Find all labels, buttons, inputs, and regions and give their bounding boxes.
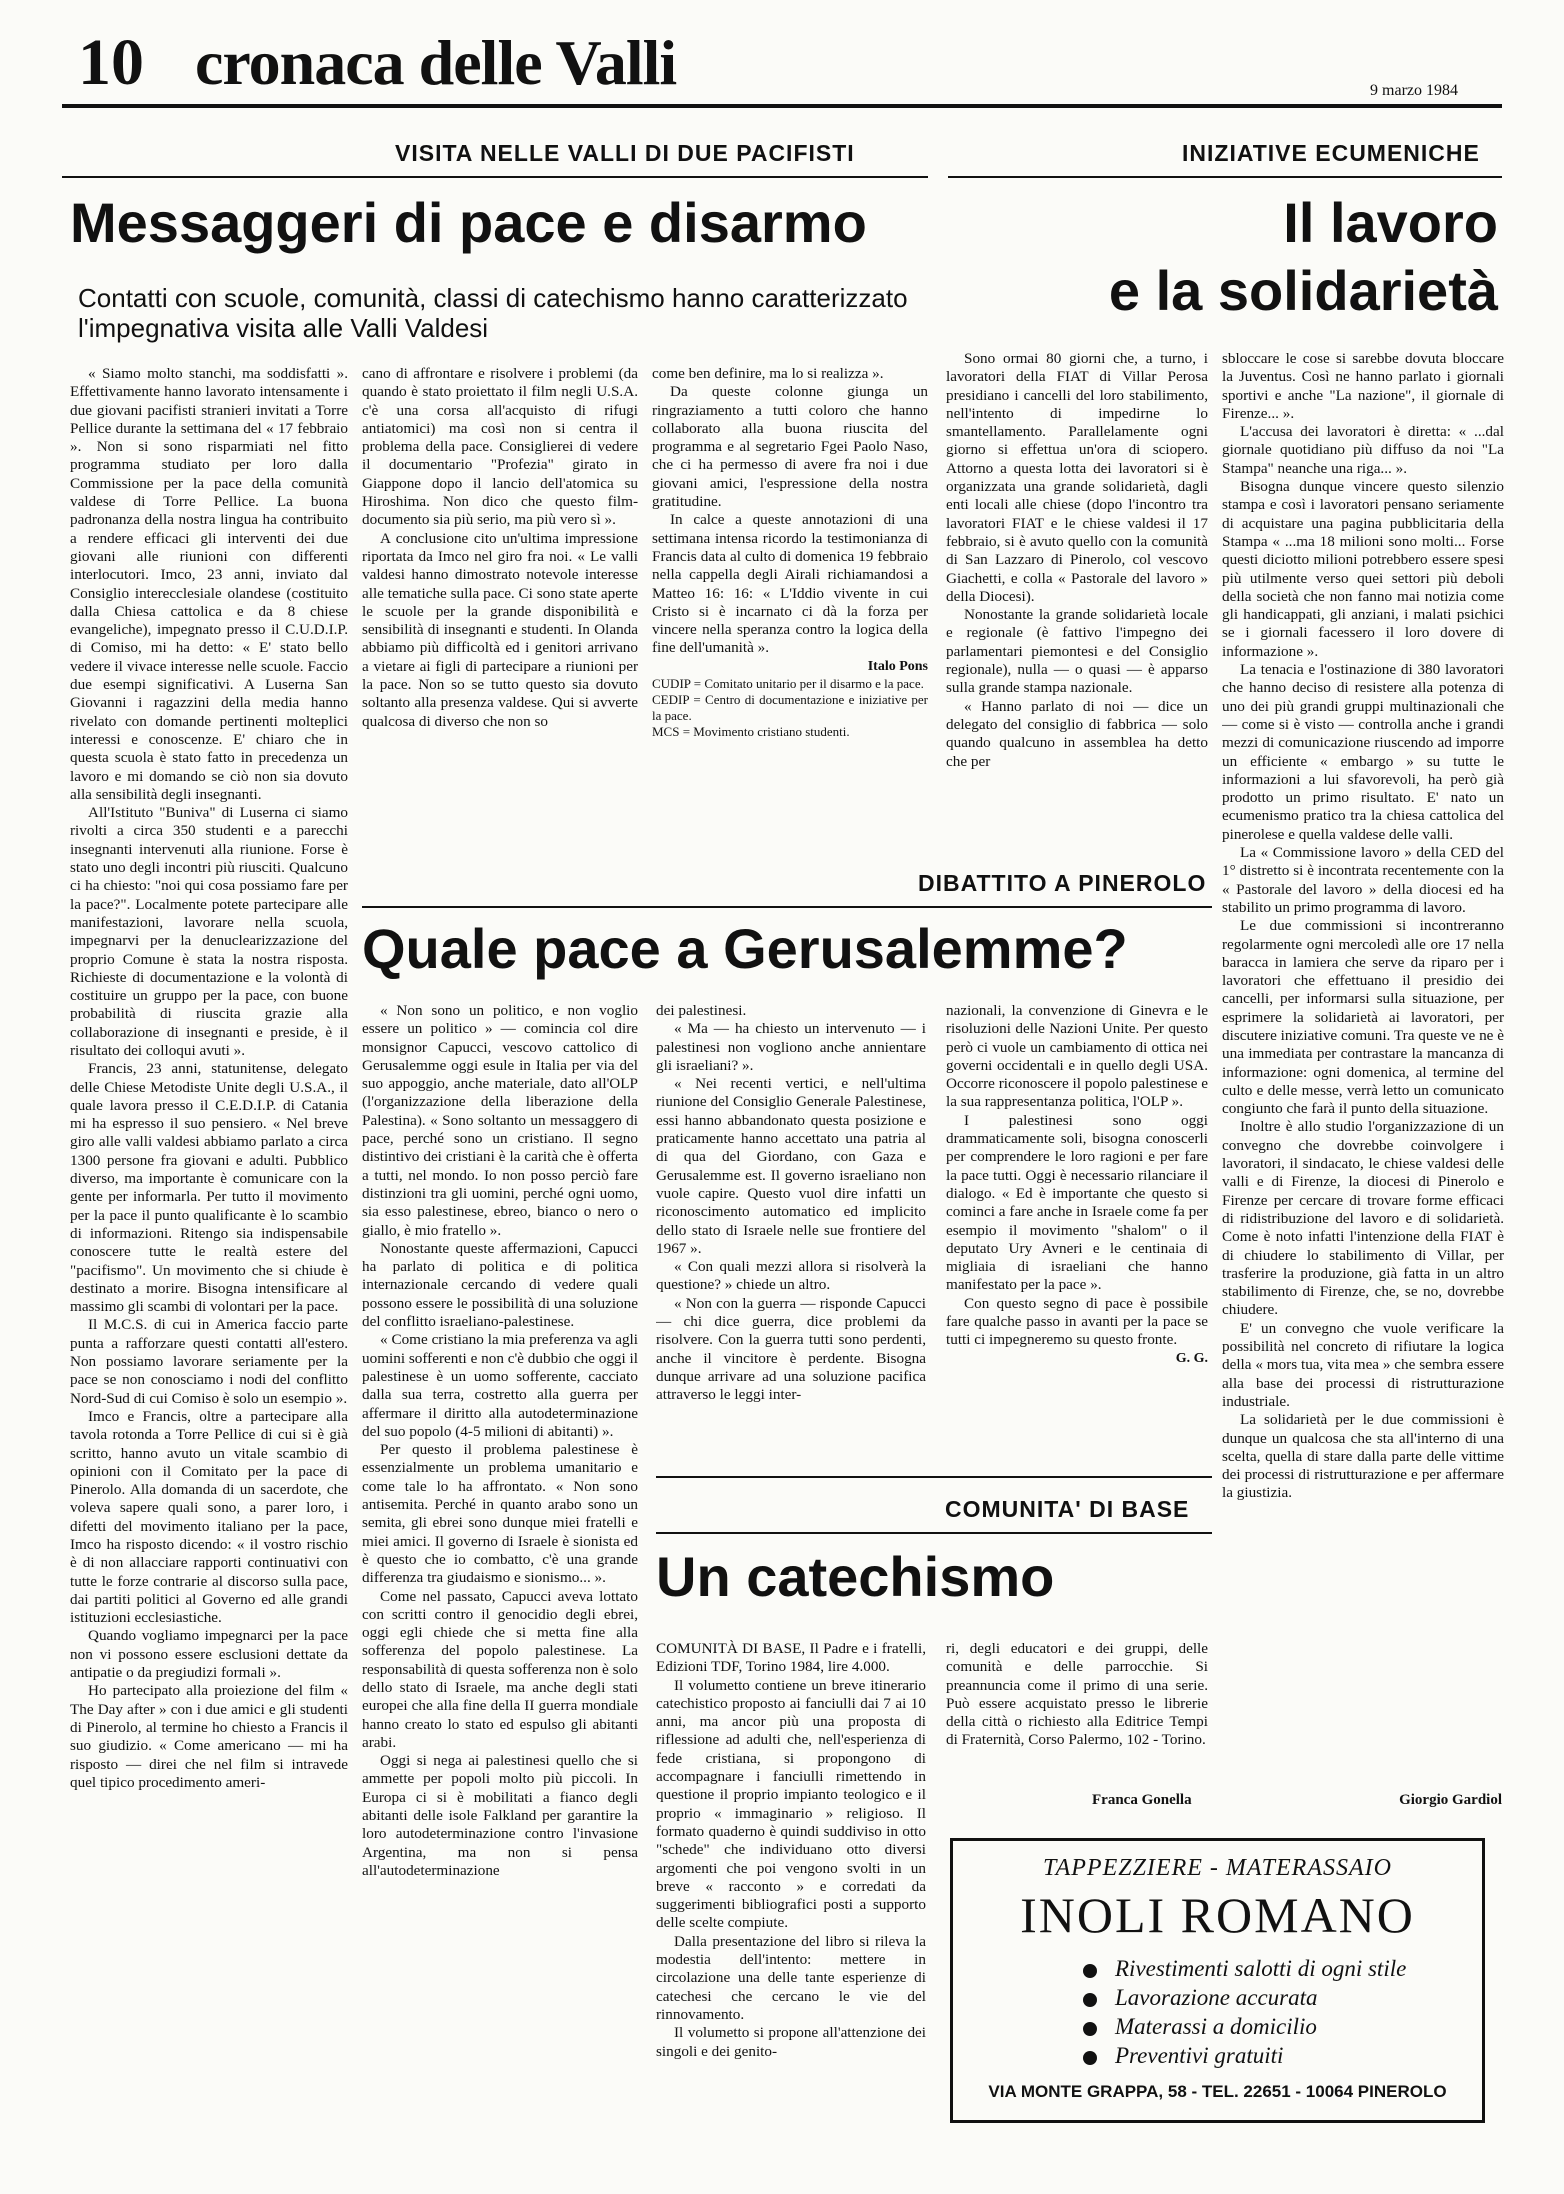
ad-service-item: Rivestimenti salotti di ogni stile (1083, 1954, 1482, 1983)
paragraph: Sono ormai 80 giorni che, a turno, i lavoratori della FIAT di Villar Perosa presidiano i cancelli del loro stabilimento, nell'intento di impedirne lo smantellamento. Parallelamente ogni giorno si effettua un'ora di sciopero. Attorno a questa lotta dei lavoratori si è organizzata una grande solidarietà, dagli enti locali alle chiese (dopo l'incontro tra lavoratori FIAT e le chiese valdesi il 17 febbraio, si è avuto quello con la comunità di San Lazzaro di Pinerolo, col vescovo Giachetti, e colla « Pastorale del lavoro » della Diocesi). (946, 350, 1208, 605)
paragraph: Da queste colonne giunga un ringraziamento a tutti coloro che hanno collaborato alla buona riuscita del programma e al segretario Fgei Paolo Naso, che ci ha permesso di avere fra noi i due giovani amici, l'espressione della nostra gratitudine. (652, 383, 928, 511)
ad-services-list (1083, 1954, 1482, 2070)
paragraph: La solidarietà per le due commissioni è dunque un qualcosa che sta all'interno di una scelta, quella di stare dalla parte delle vittime dei processi di ristrutturazione e per affermare la giustizia. (1222, 1411, 1504, 1502)
paragraph: « Con quali mezzi allora si risolverà la questione? » chiede un altro. (656, 1258, 926, 1294)
paragraph: dei palestinesi. (656, 1002, 747, 1019)
paragraph: « Non con la guerra — risponde Capucci — chi dice guerra, dice problemi da risolvere. Con la guerra tutti sono perdenti, anche il vincitore è perdente. Bisogna dunque arrivare ad una soluzione pacifica attraverso le leggi inter- (656, 1294, 926, 1404)
paragraph: E' un convegno che vuole verificare la possibilità nel concreto di rifiutare la logica della « mors tua, vita mea » che sembra essere alla base dei processi di ristrutturazione industriale. (1222, 1319, 1504, 1410)
paragraph: Bisogna dunque vincere questo silenzio stampa e così i lavoratori pensano seriamente di acquistare una pagina pubblicitaria della Stampa « ...ma 18 milioni sono molti... Forse questi diciotto milioni potrebbero essere spesi più utilmente verso quei settori più deboli della società che non fanno mai notizia come gli handicappati, gli anziani, i malati psichici se i giornali facessero il loro dovere di informazione ». (1222, 478, 1504, 660)
article1-column-3 (652, 365, 928, 825)
book-reference: COMUNITÀ DI BASE, Il Padre e i fratelli, Edizioni TDF, Torino 1984, lire 4.000. (656, 1640, 926, 1676)
paragraph: « Nei recenti vertici, e nell'ultima riunione del Consiglio Generale Palestinese, essi hanno abbandonato questa posizione e praticamente hanno accettato una patria al di qua del Giordano, con Gaza e Gerusalemme est. Il governo israeliano non vuole capire. Questo vuol dire infatti un riconoscimento automatico ed implicito dello stato di Israele nelle sue frontiere del 1967 ». (656, 1075, 926, 1257)
paragraph: Ho partecipato alla proiezione del film « The Day after » con i due amici e gli studenti di Pinerolo, al termine ho chiesto a Francis il suo giudizio. « Come americano — mi ha risposto — direi che nel film si intravede quel tipico procedimento ameri- (70, 1682, 348, 1791)
paragraph: come ben definire, ma lo si realizza ». (652, 365, 884, 382)
paragraph: sbloccare le cose si sarebbe dovuta bloccare la Juventus. Così ne hanno parlato i giornali sportivi e anche "La nazione", il giornale di Firenze... ». (1222, 350, 1504, 422)
article4-signature: Franca Gonella (1092, 1792, 1192, 1808)
paragraph: Con questo segno di pace è possibile fare qualche passo in avanti per la pace se tutti ci impegneremo su questo fronte. (946, 1294, 1208, 1349)
article1-kicker: VISITA NELLE VALLI DI DUE PACIFISTI (395, 140, 855, 166)
paragraph: Per questo il problema palestinese è essenzialmente un problema umanitario e come tale lo ha affrontato. « Non sono antisemita. Perché in quanto arabo sono un semita, gli ebrei sono dunque miei fratelli e miei amici. Il governo di Israele è sionista ed è questo che io combatto, c'è una grande differenza tra giudaismo e sionismo... ». (362, 1441, 638, 1587)
masthead-rule (62, 104, 1502, 108)
article1-column-2 (362, 365, 638, 851)
article2-kicker-rule (948, 176, 1502, 178)
article4-column-1 (656, 1640, 926, 2120)
article3-column-3 (946, 1002, 1208, 1442)
paragraph: « Hanno parlato di noi — dice un delegato del consiglio di fabbrica — solo quando qualcuno in assemblea ha detto che per (946, 697, 1208, 770)
bullet-icon (1083, 1964, 1097, 1978)
article2-signature: Giorgio Gardiol (1399, 1792, 1502, 1808)
paragraph: « Non sono un politico, e non voglio essere un politico » — comincia col dire monsignor Capucci, vescovo cattolico di Gerusalemme oggi esule in Italia per via del suo appoggio, anche materiale, dato all'OLP (l'organizzazione della liberazione della Palestina). « Sono soltanto un messaggero di pace, perché sono un cristiano. Il segno distintivo dei cristiani è la carità che è offerta a tutti, nel mondo. Io non posso perciò fare distinzioni tra gli uomini, perché ogni uomo, sia esso palestinese, ebreo, bianco o nero o giallo, è mio fratello ». (362, 1002, 638, 1239)
article3-kicker-rule (362, 906, 1212, 908)
article1-signature: Italo Pons (867, 658, 928, 674)
paragraph: L'accusa dei lavoratori è diretta: « ...dal giornale quotidiano più diffuso da noi "La Stampa" neanche una riga... ». (1222, 423, 1504, 477)
paragraph: « Siamo molto stanchi, ma soddisfatti ». Effettivamente hanno lavorato intensamente i due giovani pacifisti stranieri invitati a Torre Pellice durante la settimana del « 17 febbraio ». Non si sono risparmiati nel fitto programma studiato per loro dalla Commissione per la pace della comunità valdese di Torre Pellice. La buona padronanza della nostra lingua ha contribuito a rendere efficaci gli interventi dei due giovani alle riunioni con differenti interlocutori. Imco, 23 anni, inviato dal Consiglio interecclesiale olandese (costituito dalla Chiesa cattolica e da 8 chiese evangeliche), impegnato presso il C.U.D.I.P. di Comiso, mi ha detto: « E' stato bello vedere il vivace interesse nelle scuole. Faccio due esempi significativi. A Luserna San Giovanni i ragazzini della media hanno rivelato con domande pertinenti molteplici interessi e conoscenze. E' chiaro che in questa scuola è stato fatto in precedenza un lavoro e mi domando se ciò non sia dovuto alla sensibilità degli insegnanti. (70, 365, 348, 803)
bullet-icon (1083, 2022, 1097, 2036)
ad-trade: TAPPEZZIERE - MATERASSAIO (1043, 1855, 1392, 1881)
article2-kicker: INIZIATIVE ECUMENICHE (1182, 140, 1480, 166)
article4-kicker: COMUNITA' DI BASE (945, 1496, 1190, 1522)
paragraph: Come nel passato, Capucci aveva lottato con scritti contro il genocidio degli ebrei, oggi egli chiede che si metta fine alla sofferenza del popolo palestinese. La responsabilità di questa sofferenza non è solo dello stato di Israele, ma anche degli stati europei che alla fine della II guerra mondiale hanno creato lo stato ed espulso gli abitanti arabi. (362, 1587, 638, 1751)
paragraph: Il volumetto si propone all'attenzione dei singoli e dei genito- (656, 2024, 926, 2060)
paragraph: La « Commissione lavoro » della CED del 1° distretto si è incontrata recentemente con la « Pastorale del lavoro » della diocesi ed ha stabilito un primo programma di lavoro. (1222, 844, 1504, 916)
paragraph: Dalla presentazione del libro si rileva la modestia dell'intento: mettere in circolazione una delle tante esperienze di catechesi che cercano le vie del rinnovamento. (656, 1932, 926, 2023)
paragraph: « Ma — ha chiesto un intervenuto — i palestinesi non vogliono anche annientare gli israeliani? ». (656, 1020, 926, 1074)
ad-business-name: INOLI ROMANO (1020, 1887, 1415, 1943)
article3-column-1 (362, 1002, 638, 2120)
issue-date: 9 marzo 1984 (1370, 82, 1458, 99)
paragraph: Francis, 23 anni, statunitense, delegato delle Chiese Metodiste Unite degli U.S.A., il quale lavora presso il C.E.D.I.P. di Catania mi ha espresso il suo pensiero. « Nel breve giro alle valli valdesi abbiamo parlato a circa 1300 persone fra giovani e adulti. Pubblico diverso, ma importante è comunicare con la gente per informarla. Per tutto il movimento per la pace il punto qualificante è lo scambio di informazioni. Ritengo sia indispensabile conoscere tutte le realtà estere del "pacifismo". Un movimento che si chiude è destinato a morire. Bisogna intensificare al massimo gli scambi di volontari per la pace. (70, 1060, 348, 1316)
article2-title-line-2: e la solidarietà (1108, 259, 1498, 322)
article1-column-1 (70, 365, 348, 2119)
paragraph: A conclusione cito un'ultima impressione riportata da Imco nel giro fra noi. « Le valli valdesi hanno dimostrato notevole interesse alle tematiche sulla pace. Ci sono state aperte le scuole per la grande disponibilità e sensibilità di insegnanti e studenti. In Olanda abbiamo più difficoltà ed i genitori arrivano a vietare ai figli di partecipare a riunioni per la pace. Non so se tutto questo sia dovuto soltanto alla presenza valdese. Qui si avverte qualcosa di diverso che non so (362, 529, 638, 730)
paragraph: Nonostante la grande solidarietà locale e regionale (è fattivo l'impegno dei parlamentari piemontesi e del Consiglio regionale), nulla — o quasi — è apparso sulla grande stampa nazionale. (946, 606, 1208, 697)
glossary-cudip: CUDIP = Comitato unitario per il disarmo e la pace. (652, 676, 924, 692)
article3-title: Quale pace a Gerusalemme? (362, 917, 1128, 980)
paragraph: Nonostante queste affermazioni, Capucci ha parlato di politica e di politica internazionale cercando di vedere quali possono essere le possibilità di una soluzione del conflitto israeliano-palestinese. (362, 1239, 638, 1331)
paragraph: Inoltre è allo studio l'organizzazione di un convegno che dovrebbe coinvolgere i lavoratori, il sindacato, le chiese valdesi delle valli e di Firenze, la diocesi di Pinerolo e Firenze per cercare di trovare forme efficaci di ridistribuzione del lavoro e di solidarietà. Come è noto infatti l'intenzione della FIAT è di chiudere lo stabilimento di Villar, per trasferire la produzione, già fatta in un altro stabilimento di Firenze, che, se no, dovrebbe chiudere. (1222, 1118, 1504, 1319)
paragraph: Imco e Francis, oltre a partecipare alla tavola rotonda a Torre Pellice di cui si è già scritto, hanno avuto un vitale scambio di opinioni con il Comitato per la pace di Pinerolo. Alla domanda di un sacerdote, che voleva sapere quali sono, a parer loro, i difetti del movimento italiano per la pace, Imco ha risposto dicendo: « il vostro rischio è di non allacciare rapporti continuativi con tutte le forze contrarie al discorso sulla pace, dai partiti politici al Governo ed alle grandi istituzioni ecclesiastiche. (70, 1407, 348, 1627)
article4-column-2 (946, 1640, 1208, 1780)
paragraph: All'Istituto "Buniva" di Luserna ci siamo rivolti a circa 350 studenti e a parecchi insegnanti intervenuti alla riunione. Forse è stato uno degli incontri più riusciti. Qualcuno ci ha chiesto: "noi qui cosa possiamo fare per la pace?". Localmente potete partecipare alle manifestazioni, lavorare nella scuola, impegnarvi per la denuclearizzazione del proprio Comune è stata la nostra risposta. Richieste di documentazione e la volontà di costituire un gruppo per la pace, con buone probabilità di riuscita grazie alla collaborazione di insegnanti e preside, è il risultato dei colloqui avuti ». (70, 804, 348, 1059)
paragraph: Quando vogliamo impegnarci per la pace non vi possono essere esclusioni dettate da antipatie o da pregiudizi formali ». (70, 1627, 348, 1682)
paragraph: nazionali, la convenzione di Ginevra e le risoluzioni delle Nazioni Unite. Per questo però ci vuole un cambiamento di ottica nei governi occidentali e in quello degli USA. Occorre riconoscere il popolo palestinese e la sua rappresentanza politica, l'OLP ». (946, 1002, 1208, 1111)
ad-service-item: Preventivi gratuiti (1083, 2041, 1482, 2070)
glossary-cedip: CEDIP = Centro di documentazione e iniziative per la pace. (652, 692, 928, 724)
paragraph: La tenacia e l'ostinazione di 380 lavoratori che hanno deciso di resistere alla potenza di uno dei più grandi gruppi multinazionali che — come si è visto — controlla anche i grandi mezzi di comunicazione riuscendo ad imporre un efficiente « embargo » su tutte le informazioni a lui sfavorevoli, ha però già prodotto un primo risultato. E' nato un ecumenismo pratico tra la chiesa cattolica del pinerolese e quella valdese delle valli. (1222, 661, 1504, 843)
paragraph: I palestinesi sono oggi drammaticamente soli, bisogna conoscerli per comprendere le loro ragioni e per fare la pace tutti. Oggi è necessario rilanciare il dialogo. « Ed è importante che questo si cominci a fare anche in Israele come fa per esempio il movimento "shalom" o il deputato Ury Avneri e le centinaia di migliaia di israeliani che hanno manifestato per la pace ». (946, 1111, 1208, 1294)
bullet-icon (1083, 2051, 1097, 2065)
article4-kicker-rule (656, 1532, 1212, 1534)
bullet-icon (1083, 1993, 1097, 2007)
page-number: 10 (78, 26, 144, 99)
article2-column-1 (946, 350, 1208, 820)
article3-kicker: DIBATTITO A PINEROLO (918, 870, 1207, 896)
ad-service-item: Materassi a domicilio (1083, 2012, 1482, 2041)
article2-column-2 (1222, 350, 1504, 1790)
article1-title: Messaggeri di pace e disarmo (70, 191, 867, 254)
article3-signature: G. G. (1175, 1350, 1208, 1366)
paragraph: Oggi si nega ai palestinesi quello che si ammette per popoli molto più piccoli. In Europa ci si è mobilitati a fianco degli abitanti delle isole Falkland per garantire la loro autodeterminazione contro l'invasione Argentina, ma non si pensa all'autodeterminazione (362, 1752, 638, 1879)
ad-address: VIA MONTE GRAPPA, 58 - TEL. 22651 - 10064 PINEROLO (988, 2082, 1447, 2101)
paragraph: In calce a queste annotazioni di una settimana intensa ricordo la testimonianza di Francis data al culto di domenica 19 febbraio nella cappella degli Airali richiamandosi a Matteo 16: 16: « L'Iddio vivente in cui Cristo si è incarnato ci dà la forza per vincere nella speranza contro la logica della fine dell'umanità ». (652, 511, 928, 657)
article1-deck: Contatti con scuole, comunità, classi di catechismo hanno caratterizzato l'impegnativa visita alle Valli Valdesi (78, 283, 908, 343)
article4-top-rule (656, 1476, 1212, 1478)
paragraph: Il volumetto contiene un breve itinerario catechistico proposto ai fanciulli dai 7 ai 10 anni, ma ancor più una proposta di riflessione ad adulti che, nell'esperienza di fede cristiana, si propongono di accompagnare i fanciulli rimettendo in questione il proprio impianto teologico e il proprio « immaginario » religioso. Il formato quaderno è quindi suddiviso in otto "schede" che individuano otto diversi argomenti che poi vengono svolti in un breve « racconto » e corredati da suggerimenti bibliografici posti a supporto delle scelte compiute. (656, 1676, 926, 1932)
article4-title: Un catechismo (656, 1545, 1055, 1608)
paragraph: Il M.C.S. di cui in America faccio parte punta a rafforzare questi contatti all'estero. Non possiamo lavorare seriamente per la pace se non conosciamo i nodi del conflitto Nord-Sud di cui Comiso è solo un esempio ». (70, 1316, 348, 1407)
ad-service-item: Lavorazione accurata (1083, 1983, 1482, 2012)
glossary-mcs: MCS = Movimento cristiano studenti. (652, 724, 850, 740)
advertisement-box (950, 1838, 1485, 2123)
paragraph: Le due commissioni si incontreranno regolarmente ogni mercoledì alle ore 17 nella baracca in lamiera che serve da riparo per i lavoratori che effettuano il presidio dei cancelli, per informarsi sulla situazione, per esprimere la solidarietà ai lavoratori, per discutere iniziative comuni. Tra queste ve ne è una immediata per contrastare la mancanza di informazione: ogni domenica, al termine del culto e delle messe, verrà letto un comunicato congiunto che farà il punto della situazione. (1222, 917, 1504, 1118)
article1-kicker-rule (62, 176, 928, 178)
section-masthead: cronaca delle Valli (195, 27, 677, 98)
paragraph: cano di affrontare e risolvere i problemi (da quando è stato proiettato il film negli U.S.A. c'è una corsa all'acquisto di rifugi antiatomici) ma così non si centra il problema della pace. Consiglierei di vedere il documentario "Profezia" girato in Giappone dopo il lancio dell'atomica su Hiroshima. Non dico che questo film-documento sia più serio, ma più vero sì ». (362, 365, 638, 529)
article2-title-line-1: Il lavoro (1283, 191, 1498, 254)
paragraph: ri, degli educatori e dei gruppi, delle comunità e delle parrocchie. Si preannuncia come il primo di una serie. Può essere acquistato presso le librerie della città o richiesto alla Editrice Tempi di Fraternità, Corso Palermo, 102 - Torino. (946, 1640, 1208, 1749)
article3-column-2 (656, 1002, 926, 1452)
paragraph: « Come cristiano la mia preferenza va agli uomini sofferenti e non c'è dubbio che oggi il palestinese è un uomo sofferente, cacciato dalla sua terra, costretto alla guerra per affermare il diritto alla autodeterminazione del suo popolo (4-5 milioni di abitanti) ». (362, 1331, 638, 1440)
